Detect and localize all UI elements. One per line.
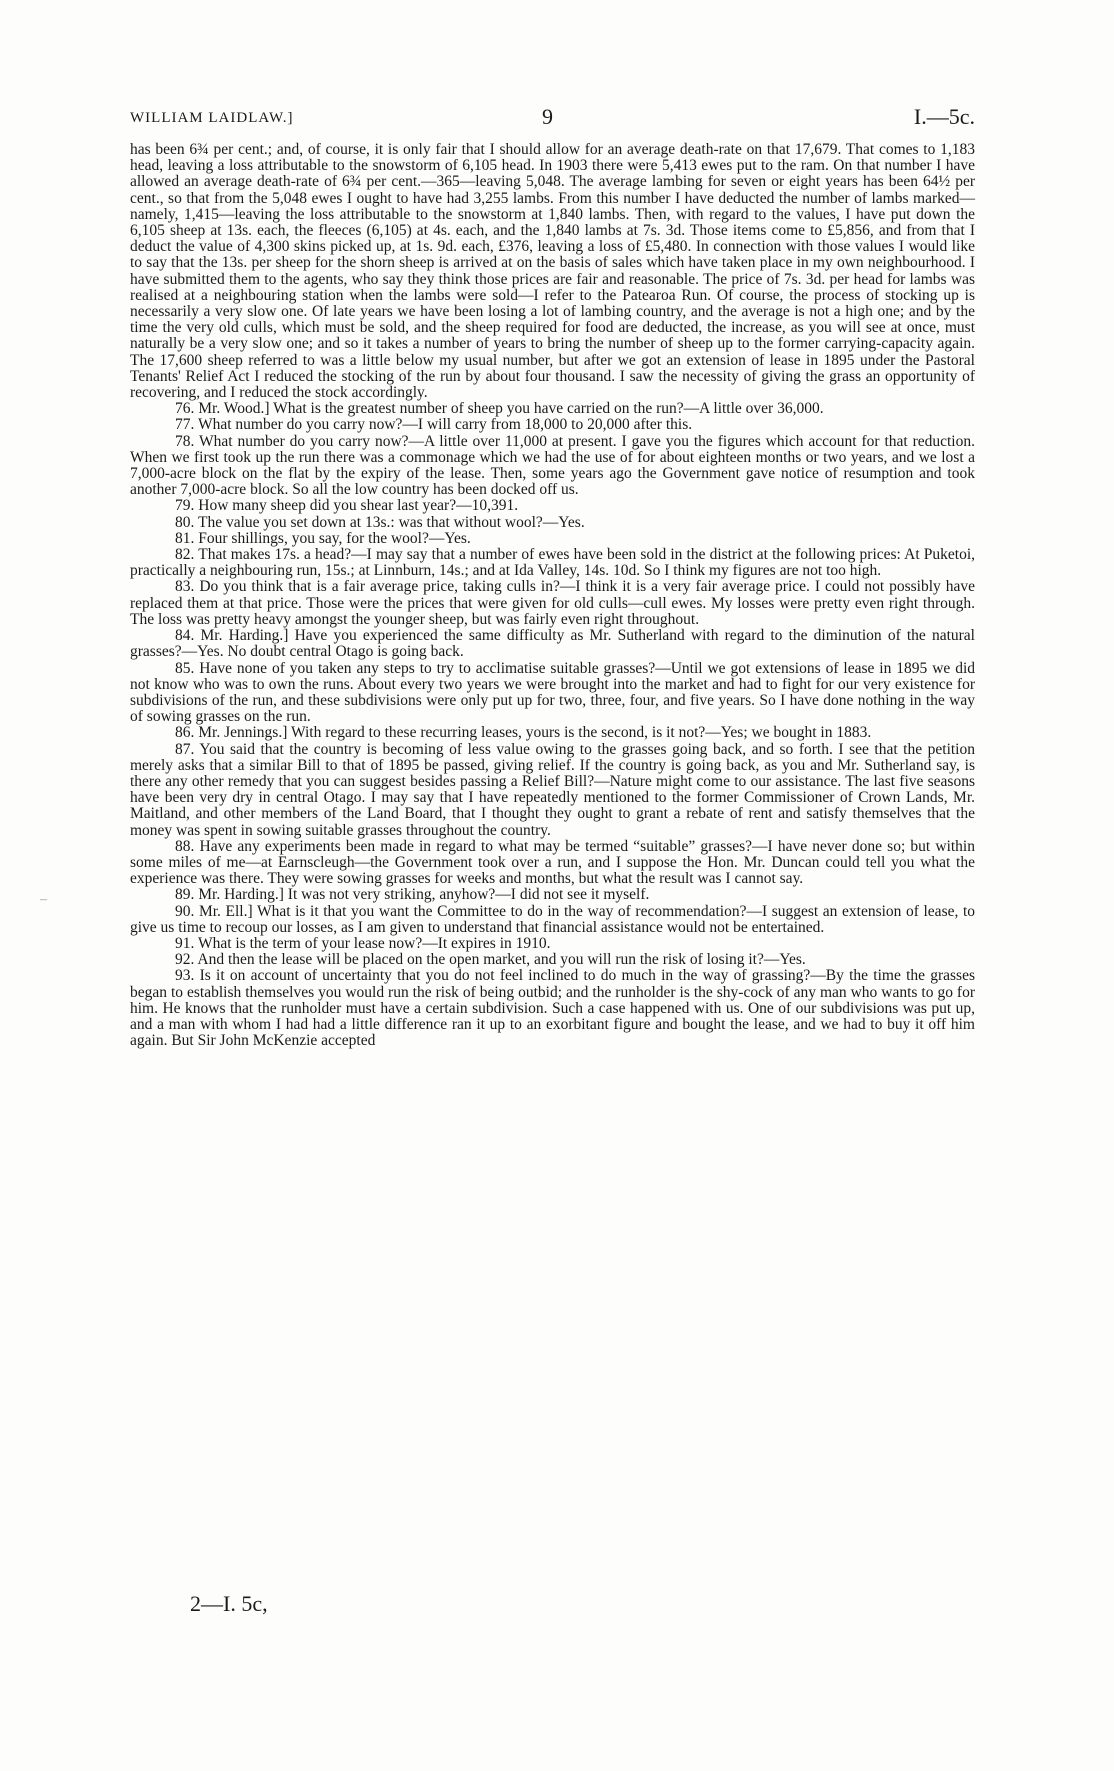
question-answer-paragraph: 86. Mr. Jennings.] With regard to these recurring leases, yours is the second, is it not?—Yes; we bought in 1883.	[175, 724, 872, 742]
page-header	[130, 106, 975, 136]
continued-paragraph: has been 6¾ per cent.; and, of course, it is only fair that I should allow for an average death-rate on that 17,679. That comes to 1,183 head, leaving a loss attributable to the snowstorm of 6,105 head. In 1903 there were 5,413 ewes put to the ram. On that number I have allowed an average death-rate of 6¾ per cent.—365—leaving 5,048. The average lambing for seven or eight years has been 64½ per cent., so that from the 5,048 ewes I ought to have had 3,255 lambs. From this number I have deducted the number of lambs marked—namely, 1,415—leaving the loss attributable to the snowstorm at 1,840 lambs. Then, with regard to the values, I have put down the 6,105 sheep at 13s. each, the fleeces (6,105) at 4s. each, and the 1,840 lambs at 7s. 3d. Those items come to £5,856, and from that I deduct the value of 4,300 skins picked up, at 1s. 9d. each, £376, leaving a loss of £5,480. In connection with those values I would like to say that the 13s. per sheep for the shorn sheep is arrived at on the basis of sales which have taken place in my own neighbourhood. I have submitted them to the agents, who say they think those prices are fair and reasonable. The price of 7s. 3d. per head for lambs was realised at a neighbouring station when the lambs were sold—I refer to the Patearoa Run. Of course, the process of stocking up is necessarily a very slow one. Of late years we have been losing a lot of lambing country, and the average is not a high one; and by the time the very old culls, which must be sold, and the sheep required for food are deducted, the increase, as you will see at once, must naturally be a very slow one; and so it takes a number of years to bring the number of sheep up to the former carrying-capacity again. The 17,600 sheep referred to was a little below my usual number, but after we got an extension of lease in 1895 under the Pastoral Tenants' Relief Act I reduced the stocking of the run by about four thousand. I saw the necessity of giving the grass an opportunity of recovering, and I reduced the stock accordingly.	[130, 141, 975, 402]
question-answer-paragraph: 82. That makes 17s. a head?—I may say that a number of ewes have been sold in the district at the following prices: At Puketoi, practically a neighbouring run, 15s.; at Linnburn, 14s.; and at Ida Valley, 14s. 10d. So I think my figures are not too high.	[130, 546, 975, 580]
question-answer-paragraph: 83. Do you think that is a fair average price, taking culls in?—I think it is a very fair average price. I could not possibly have replaced them at that price. Those were the prices that were given for old culls—cull ewes. My losses were pretty even right through. The loss was pretty heavy amongst the younger sheep, but was fairly even right throughout.	[130, 578, 975, 628]
question-answer-paragraph: 90. Mr. Ell.] What is it that you want the Committee to do in the way of recommendation?—I suggest an extension of lease, to give us time to recoup our losses, as I am given to understand that financial assistance would not be entertained.	[130, 902, 975, 936]
question-answer-paragraph: 79. How many sheep did you shear last year?—10,391.	[175, 497, 519, 515]
testimony-body	[130, 142, 975, 1049]
question-answer-paragraph: 84. Mr. Harding.] Have you experienced the same difficulty as Mr. Sutherland with regard to the diminution of the natural grasses?—Yes. No doubt central Otago is going back.	[130, 627, 975, 661]
printer-signature-mark: 2—I. 5c,	[190, 1591, 268, 1616]
question-answer-paragraph: 88. Have any experiments been made in regard to what may be termed “suitable” grasses?—I have never done so; but within some miles of me—at Earnscleugh—the Government took over a run, and I suppose the Hon. Mr. Duncan could tell you what the experience was there. They were sowing grasses for weeks and months, but what the result was I cannot say.	[130, 837, 975, 888]
question-answer-paragraph: 76. Mr. Wood.] What is the greatest number of sheep you have carried on the run?—A little over 36,000.	[175, 400, 824, 418]
question-answer-paragraph: 91. What is the term of your lease now?—It expires in 1910.	[175, 934, 551, 952]
question-answer-paragraph: 81. Four shillings, you say, for the wool?—Yes.	[175, 529, 471, 547]
question-answer-paragraph: 78. What number do you carry now?—A little over 11,000 at present. I gave you the figures which account for that reduction. When we first took up the run there was a commonage which we had the use of for about eighteen months or two years, and we lost a 7,000-acre block on the flat by the expiry of the lease. Then, some years ago the Government gave notice of resumption and took another 7,000-acre block. So all the low country has been docked off us.	[130, 432, 975, 499]
question-answer-paragraph: 85. Have none of you taken any steps to try to acclimatise suitable grasses?—Until we got extensions of lease in 1895 we did not know who was to own the runs. About every two years we were brought into the market and had to fight for our very existence for subdivisions of the run, and these subdivisions were only put up for two, three, four, and five years. So I have done nothing in the way of sowing grasses on the run.	[130, 659, 975, 726]
page-number: 9	[542, 104, 553, 129]
question-answer-paragraph: 77. What number do you carry now?—I will carry from 18,000 to 20,000 after this.	[175, 416, 693, 434]
question-answer-paragraph: 89. Mr. Harding.] It was not very striking, anyhow?—I did not see it myself.	[175, 886, 650, 904]
document-reference: I.—5c.	[913, 104, 975, 129]
question-answer-paragraph: 93. Is it on account of uncertainty that you do not feel inclined to do much in the way of grassing?—By the time the grasses began to establish themselves you would run the risk of being outbid; and the runholder is the shy-cock of any man who wants to go for him. He knows that the runholder must have a certain subdivision. Such a case happened with us. One of our subdivisions was put up, and a man with whom I had had a little difference ran it up to an exorbitant figure and bought the lease, and we had to buy it off him again. But Sir John McKenzie accepted	[130, 967, 975, 1050]
header-witness-name: WILLIAM LAIDLAW.]	[130, 110, 294, 126]
question-answer-paragraph: 92. And then the lease will be placed on the open market, and you will run the risk of losing it?—Yes.	[175, 951, 806, 969]
question-answer-paragraph: 80. The value you set down at 13s.: was that without wool?—Yes.	[175, 513, 585, 531]
question-answer-paragraph: 87. You said that the country is becoming of less value owing to the grasses going back, and so forth. I see that the petition merely asks that a similar Bill to that of 1895 be passed, giving relief. If the country is going back, as you and Mr. Sutherland say, is there any other remedy that you can suggest besides passing a Relief Bill?—Nature might come to our assistance. The last five seasons have been very dry in central Otago. I may say that I have repeatedly mentioned to the former Commissioner of Crown Lands, Mr. Maitland, and other members of the Land Board, that I thought they ought to grant a rebate of rent and satisfy themselves that the money was spent in sowing suitable grasses throughout the country.	[130, 740, 975, 839]
margin-dash: –	[40, 892, 47, 907]
